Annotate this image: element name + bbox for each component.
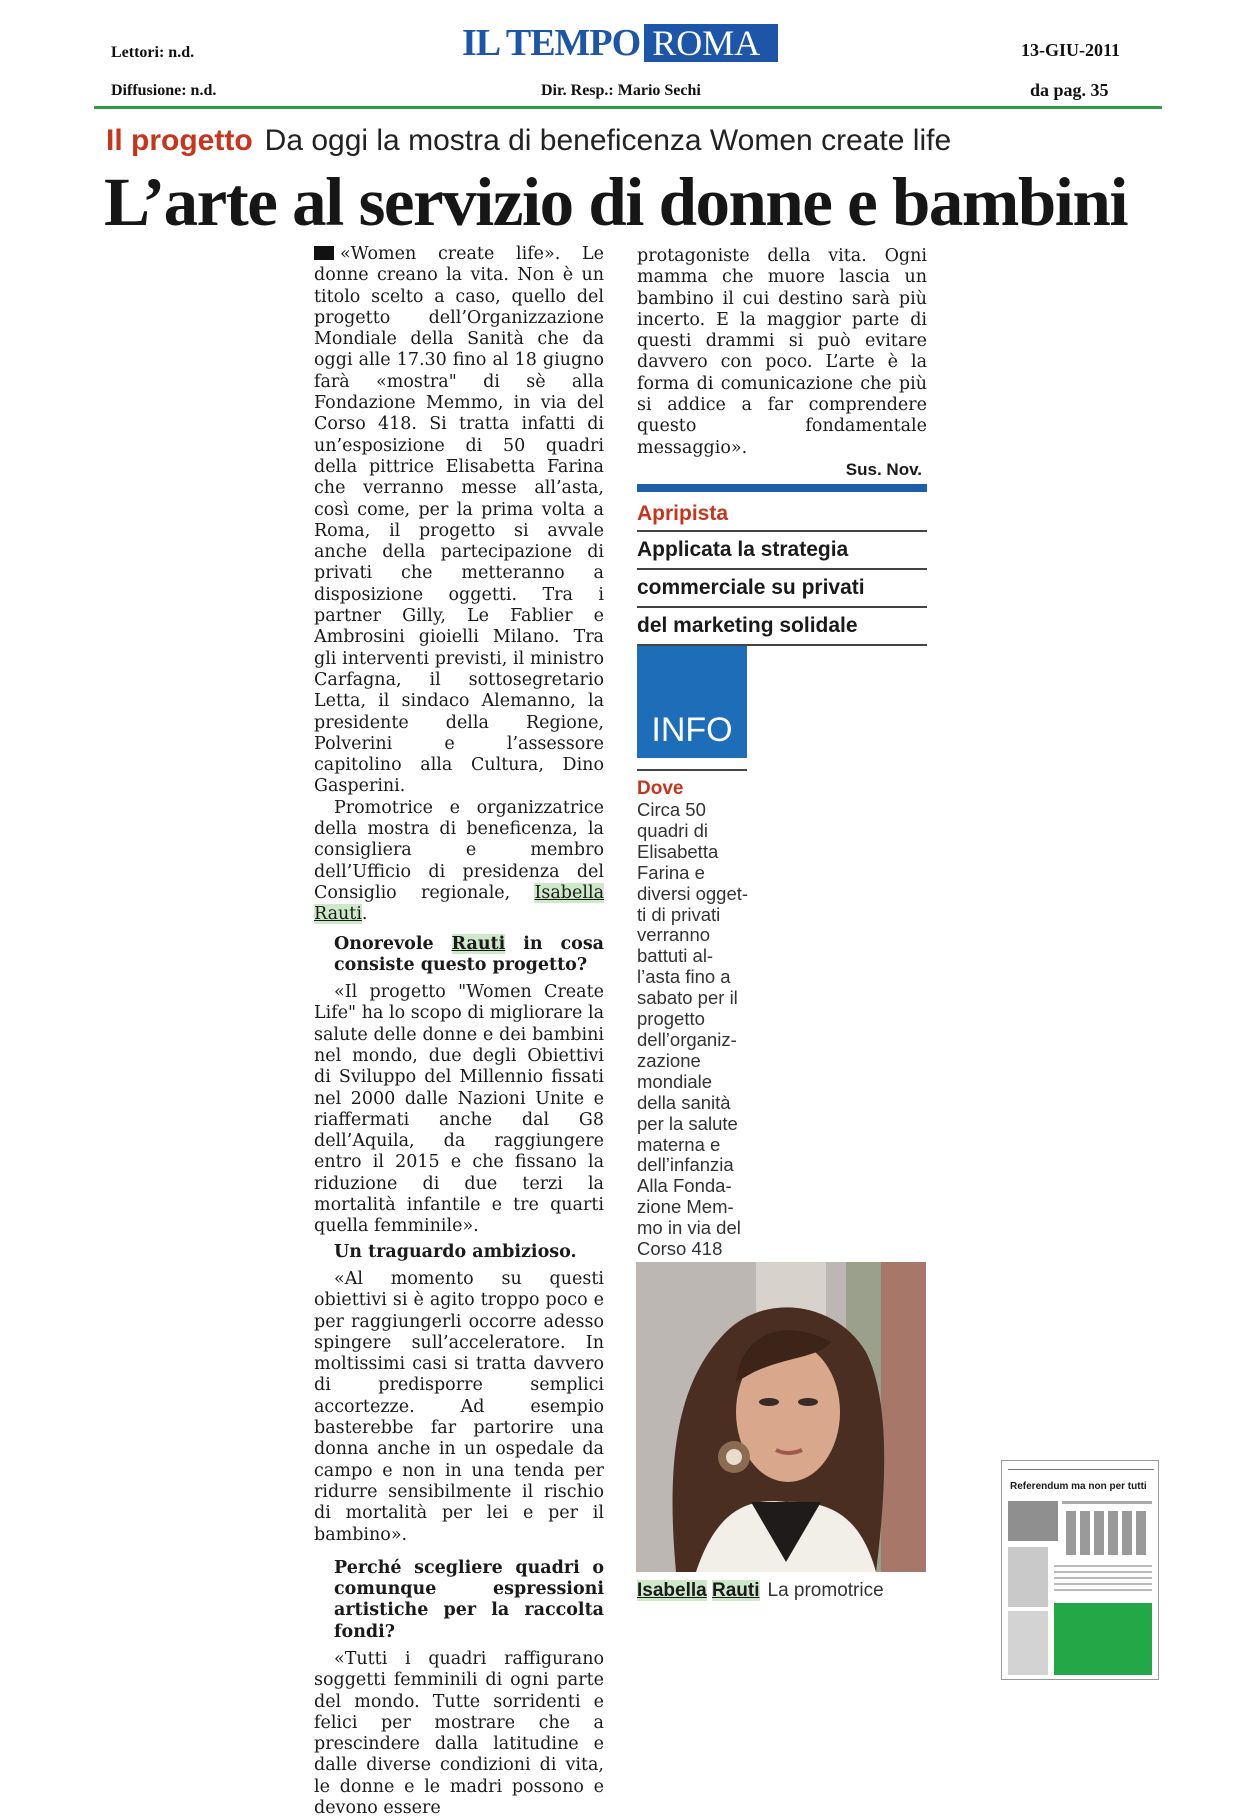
info-line: per la salute <box>637 1112 738 1134</box>
distribution-label: Diffusione: n.d. <box>111 82 217 99</box>
apripista-line: del marketing solidale <box>637 608 927 646</box>
info-line: ti di privati <box>637 903 721 925</box>
photo-caption <box>637 1580 884 1602</box>
thumbnail-highlight <box>1054 1603 1152 1675</box>
info-text <box>637 800 757 1260</box>
apripista-line: Applicata la strategia <box>637 532 927 570</box>
question-1-name-highlight: Rauti <box>451 933 506 954</box>
info-line: della sanità <box>637 1091 731 1113</box>
caption-role: La promotrice <box>767 1580 884 1601</box>
article-column-1 <box>314 244 604 1819</box>
readers-label: Lettori: n.d. <box>111 44 195 61</box>
info-line: materna e <box>637 1133 721 1155</box>
info-line: zione Mem- <box>637 1196 734 1218</box>
apripista-box <box>637 500 927 646</box>
kicker-label: Il progetto <box>106 124 253 157</box>
name-first-highlight: Isabella <box>534 882 604 903</box>
info-line: verranno <box>637 924 711 946</box>
article-kicker <box>106 124 951 158</box>
portrait-illustration <box>636 1262 926 1572</box>
info-line: mondiale <box>637 1070 713 1092</box>
date-label: 13-GIU-2011 <box>1021 40 1120 60</box>
page-ref-label: da pag. 35 <box>1030 80 1109 100</box>
info-line: zazione <box>637 1049 701 1071</box>
intro-paragraph <box>314 244 604 798</box>
page-thumbnail <box>1001 1460 1159 1680</box>
header-rule <box>94 106 1162 109</box>
question-2: Un traguardo ambizioso. <box>334 1241 577 1262</box>
info-heading: Dove <box>637 778 684 799</box>
info-line: Elisabetta <box>637 840 719 862</box>
name-last-highlight: Rauti <box>314 904 362 925</box>
apripista-line: commerciale su privati <box>637 570 927 608</box>
question-3: Perché scegliere quadri o comunque espressioni artistiche per la raccolta fondi? <box>334 1557 604 1642</box>
info-line: quadri di <box>637 819 708 841</box>
masthead-logo <box>462 24 778 62</box>
answer-2: «Al momento su questi obiettivi si è agito troppo poco e per raggiungerli occorre adesso spingere sull’acceleratore. In moltissimi casi si tratta davvero di predisporre semplici accortezze. Ad esempio basterebbe far partorire una donna anche in un ospedale da campo e non in una tenda per ridurre sensibilmente il rischio di mortalità per lei e per il bambino». <box>314 1268 604 1545</box>
article-column-2: protagoniste della vita. Ogni mamma che muore lascia un bambino il cui destino sarà più incerto. E la maggior parte di questi drammi si può evitare davvero con poco. L’arte è la forma di comunicazione che più si addice a far comprendere questo fondamentale messaggio». <box>637 246 927 458</box>
editor-label: Dir. Resp.: Mario Sechi <box>541 82 701 99</box>
info-line: Corso 418 <box>637 1238 723 1260</box>
promoter-paragraph <box>314 798 604 926</box>
info-line: dell’infanzia <box>637 1154 734 1176</box>
info-line: Farina e <box>637 861 705 883</box>
apripista-title: Apripista <box>637 500 927 532</box>
answer-3: «Tutti i quadri raffigurano soggetti femminili di ogni parte del mondo. Tutte sorridenti e felici per mostrare che a prescindere dalla latitudine e dalle diverse condizioni di vita, le donne e le madri possono e devono essere <box>314 1649 604 1819</box>
masthead-edition: ROMA <box>644 24 778 62</box>
info-rule <box>637 769 747 771</box>
info-line: diversi ogget- <box>637 882 749 904</box>
info-line: Circa 50 <box>637 799 706 820</box>
thumbnail-title: Referendum ma non per tutti <box>1010 1481 1147 1492</box>
promoter-text: Promotrice e organizzatrice della mostra di beneficenza, la consigliera e membro dell’Ufficio di presidenza del Consiglio regionale, <box>314 797 604 903</box>
period: . <box>361 904 368 925</box>
question-1-start: Onorevole <box>334 933 434 954</box>
author-signature: Sus. Nov. <box>845 460 922 479</box>
portrait-photo <box>636 1262 926 1572</box>
bullet-square-icon <box>314 246 334 260</box>
info-line: l’asta fino a <box>637 966 731 988</box>
question-1 <box>314 934 604 977</box>
kicker-subtitle: Da oggi la mostra di beneficenza Women create life <box>264 124 952 157</box>
info-label: INFO <box>651 711 733 749</box>
article-headline: L’arte al servizio di donne e bambini <box>104 164 1127 240</box>
info-line: progetto <box>637 1008 705 1030</box>
caption-first-name: Isabella <box>637 1580 707 1601</box>
sidebar-top-bar <box>637 484 927 492</box>
info-line: Alla Fonda- <box>637 1175 732 1197</box>
answer-1: «Il progetto "Women Create Life" ha lo scopo di migliorare la salute delle donne e dei bambini nel mondo, due degli Obiettivi di Sviluppo del Millennio fissati nel 2000 dalle Nazioni Unite e riaffermati anche dal G8 dell’Aquila, da raggiungere entro il 2015 e che fissano la riduzione di due terzi la mortalità infantile e tre quarti quella femminile». <box>314 982 604 1237</box>
info-badge <box>637 646 747 758</box>
question-1-end: in cosa consiste questo progetto? <box>334 933 605 975</box>
info-line: dell’organiz- <box>637 1028 737 1050</box>
info-line: mo in via del <box>637 1217 741 1239</box>
intro-text: «Women create life». Le donne creano la vita. Non è un titolo scelto a caso, quello del progetto dell’Organizzazione Mondiale della Sanità che da oggi alle 17.30 fino al 18 giugno farà «mostra" di sè alla Fondazione Memmo, in via del Corso 418. Si tratta infatti di un’esposizione di 50 quadri della pittrice Elisabetta Farina che verranno messe all’asta, così come, per la prima volta a Roma, il progetto si avvale anche della partecipazione di privati che metteranno a disposizione oggetti. Tra i partner Gilly, Le Fablier e Ambrosini gioielli Milano. Tra gli interventi previsti, il ministro Carfagna, il sottosegretario Letta, il sindaco Alemanno, la presidente della Regione, Polverini e l’assessore capitolino alla Cultura, Dino Gasperini. <box>314 244 604 797</box>
info-line: sabato per il <box>637 987 738 1009</box>
caption-last-name: Rauti <box>712 1580 760 1601</box>
masthead-title: IL TEMPO <box>462 22 641 64</box>
info-line: battuti al- <box>637 945 714 967</box>
